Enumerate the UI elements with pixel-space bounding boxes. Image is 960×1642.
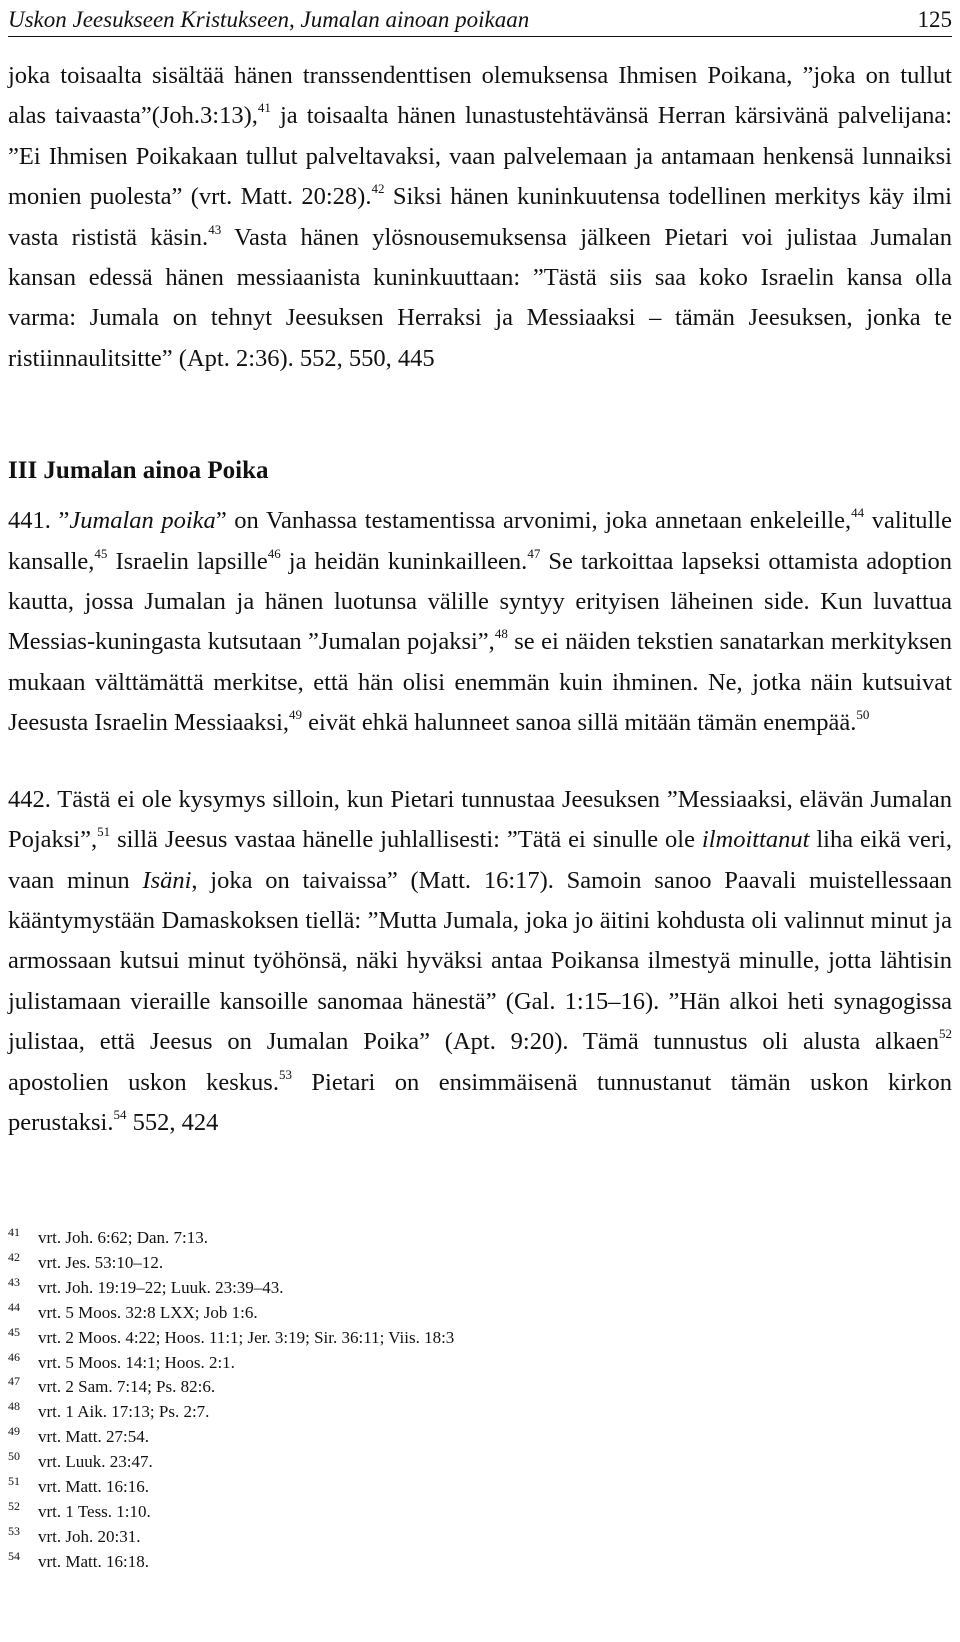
footnote-number: 48 [8, 1399, 20, 1414]
footnote-ref-44[interactable]: 44 [851, 505, 865, 521]
section-heading: III Jumalan ainoa Poika [8, 457, 269, 485]
footnote-ref-49[interactable]: 49 [289, 707, 302, 723]
footnote-ref-41[interactable]: 41 [257, 100, 271, 116]
text-run: eivät ehkä halunneet sanoa sillä mitään tämän enempää. [302, 709, 857, 737]
footnote-number: 51 [8, 1474, 20, 1489]
footnote-text: vrt. Matt. 16:18. [38, 1551, 149, 1571]
footnote-text: vrt. Matt. 16:16. [38, 1477, 149, 1497]
footnote-ref-47[interactable]: 47 [527, 545, 541, 561]
footnote-number: 44 [8, 1299, 20, 1314]
footnote-item [8, 1351, 952, 1376]
footnote-ref-54[interactable]: 54 [113, 1106, 127, 1122]
footnote-text: vrt. 2 Sam. 7:14; Ps. 82:6. [38, 1377, 216, 1397]
footnote-ref-52[interactable]: 52 [939, 1026, 952, 1042]
footnote-number: 52 [8, 1498, 20, 1513]
footnote-number: 54 [8, 1548, 20, 1563]
footnote-item [8, 1425, 952, 1450]
footnote-ref-50[interactable]: 50 [856, 707, 870, 723]
footnote-ref-43[interactable]: 43 [208, 221, 222, 237]
footnote-ref-53[interactable]: 53 [278, 1066, 292, 1082]
footnote-item [8, 1500, 952, 1525]
footnote-number: 49 [8, 1424, 20, 1439]
text-run: 552, 424 [126, 1108, 219, 1136]
italic-run: Jumalan poika [69, 507, 216, 535]
footnote-item [8, 1550, 952, 1575]
footnote-item [8, 1475, 952, 1500]
text-run: Israelin lapsille [107, 547, 268, 575]
footnote-ref-45[interactable]: 45 [94, 545, 108, 561]
footnote-text: vrt. Jes. 53:10–12. [38, 1252, 164, 1272]
footnote-text: vrt. 5 Moos. 14:1; Hoos. 2:1. [38, 1352, 235, 1372]
paragraph-442 [8, 780, 952, 1144]
italic-run: ilmoittanut [701, 826, 810, 854]
footnote-item [8, 1375, 952, 1400]
footnote-item [8, 1276, 952, 1301]
footnote-ref-46[interactable]: 46 [267, 545, 281, 561]
footnote-number: 43 [8, 1274, 20, 1289]
text-run: 441. ” [8, 507, 70, 535]
footnote-number: 46 [8, 1349, 20, 1364]
footnote-ref-42[interactable]: 42 [371, 181, 385, 197]
text-run: Siksi hänen kuninkuutensa todellinen merkitys käy ilmi vasta rististä käsin. [8, 183, 952, 251]
footnote-item [8, 1251, 952, 1276]
footnote-number: 53 [8, 1523, 20, 1538]
footnote-text: vrt. 1 Tess. 1:10. [38, 1501, 151, 1521]
text-run: 442. Tästä ei ole kysymys silloin, kun Pietari tunnustaa Jeesuksen ”Messiaaksi, elävän Jumalan Pojaksi”, [8, 785, 952, 854]
text-run: Vasta hänen ylösnousemuksensa jälkeen Pietari voi julistaa Jumalan kansan edessä hänen messiaanista kuninkuuttaan: ”Tästä siis saa koko Israelin kansa olla varma: Jumala on tehnyt Jeesuksen Herraksi ja Messiaaksi – tämän Jeesuksen, jonka te ristiinnaulitsitte” (Apt. 2:36). 552, 550, 445 [8, 223, 953, 372]
running-header [8, 4, 952, 37]
footnote-text: vrt. Joh. 6:62; Dan. 7:13. [38, 1228, 208, 1247]
running-title: Uskon Jeesukseen Kristukseen, Jumalan ainoan poikaan [8, 7, 530, 32]
text-run: , joka on taivaissa” (Matt. 16:17). Samoin sanoo Paavali muistellessaan kääntymystään Damaskoksen tiellä: ”Mutta Jumala, joka jo äitini kohdusta oli valinnut minut ja armossaan kutsui minut työhönsä, näki hyväksi antaa Poikansa ilmestyä minulle, jotta lähtisin julistamaan vieraille kansoille sanomaa hänestä” (Gal. 1:15–16). ”Hän alkoi heti synagogissa julistaa, että Jeesus on Jumalan Poika” (Apt. 9:20). Tämä tunnustus oli alusta alkaen [8, 866, 952, 1056]
text-run: ja toisaalta hänen lunastustehtävänsä Herran kärsivänä palvelijana: ”Ei Ihmisen Poikakaan tullut palveltavaksi, vaan palvelemaan ja antamaan henkensä lunnaiksi monien puolesta” (vrt. Matt. 20:28). [8, 102, 952, 211]
text-run: se ei näiden tekstien sanatarkan merkityksen mukaan välttämättä merkitse, että hän olisi enemmän kuin ihminen. Ne, jotka näin kutsuivat Jeesusta Israelin Messiaaksi, [8, 628, 952, 737]
paragraph-intro [8, 56, 952, 379]
text-run: apostolien uskon keskus. [8, 1068, 279, 1096]
footnote-item [8, 1226, 952, 1251]
footnote-ref-48[interactable]: 48 [494, 626, 508, 642]
footnote-item [8, 1301, 952, 1326]
footnote-item [8, 1450, 952, 1475]
text-run: sillä Jeesus vastaa hänelle juhlallisesti: ”Tätä ei sinulle ole [110, 826, 702, 854]
text-run: ” on Vanhassa testamentissa arvonimi, joka annetaan enkeleille, [215, 507, 852, 535]
text-run: Pietari on ensimmäisenä tunnustanut tämän uskon kirkon perustaksi. [8, 1068, 952, 1136]
footnote-number: 47 [8, 1374, 20, 1389]
footnote-item [8, 1326, 952, 1351]
footnote-ref-51[interactable]: 51 [97, 824, 111, 840]
text-run: liha eikä veri, vaan minun [8, 826, 952, 894]
footnote-number: 50 [8, 1449, 20, 1464]
footnote-text: vrt. 2 Moos. 4:22; Hoos. 11:1; Jer. 3:19; Sir. 36:11; Viis. 18:3 [38, 1327, 455, 1347]
italic-run: Isäni [142, 866, 192, 894]
footnote-text: vrt. Joh. 19:19–22; Luuk. 23:39–43. [38, 1277, 284, 1297]
page-number: 125 [917, 7, 952, 32]
footnote-text: vrt. Joh. 20:31. [38, 1526, 141, 1546]
body-text [8, 56, 952, 1143]
footnote-text: vrt. 5 Moos. 32:8 LXX; Job 1:6. [38, 1302, 258, 1322]
footnotes [8, 1226, 952, 1575]
footnote-number: 41 [8, 1225, 20, 1239]
footnote-item [8, 1400, 952, 1425]
paragraph-441 [8, 501, 952, 743]
footnote-text: vrt. Matt. 27:54. [38, 1427, 149, 1447]
text-run: ja heidän kuninkailleen. [280, 547, 528, 575]
text-run: joka toisaalta sisältää hänen transsendenttisen olemuksensa Ihmisen Poikana, ”joka on tullut alas taivaasta”(Joh.3:13), [8, 62, 952, 130]
footnote-number: 42 [8, 1249, 20, 1264]
text-run: valitulle kansalle, [8, 507, 952, 575]
footnote-number: 45 [8, 1324, 20, 1339]
text-run: Se tarkoittaa lapseksi ottamista adoption kautta, jossa Jumalan ja hänen luotunsa välille syntyy erityisen läheinen side. Kun luvattua Messias-kuningasta kutsutaan ”Jumalan pojaksi”, [8, 547, 953, 656]
footnote-item [8, 1525, 952, 1550]
footnote-text: vrt. Luuk. 23:47. [38, 1452, 153, 1472]
footnote-text: vrt. 1 Aik. 17:13; Ps. 2:7. [38, 1402, 210, 1422]
